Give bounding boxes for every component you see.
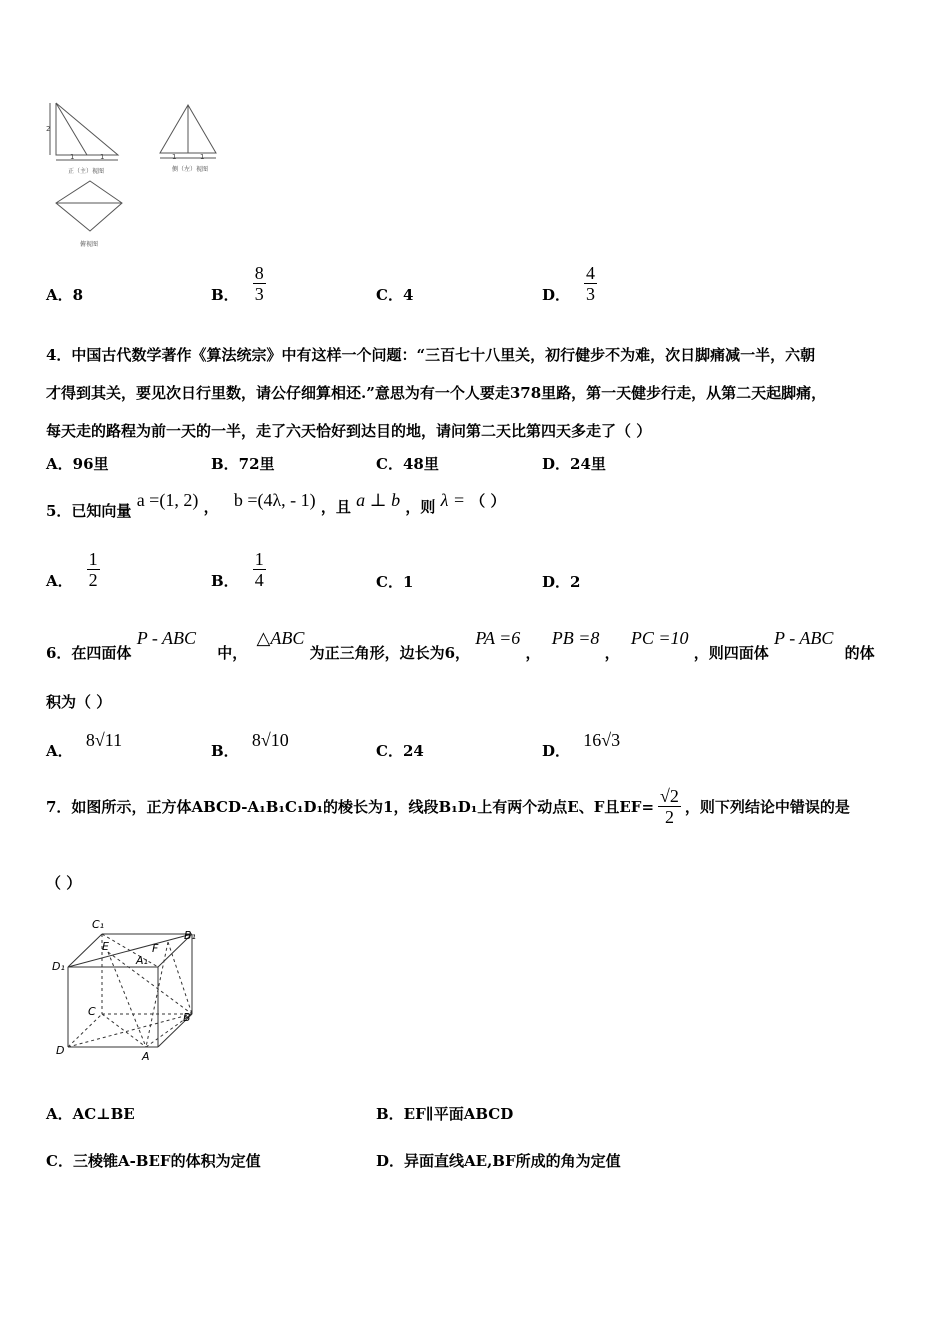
q3-option-b-fraction [253, 263, 266, 304]
q4-line-2: 才得到其关，要见次日行里数，请公仔细算相还.”意思为有一个人要走378里路，第一天健步行走，从第二天起脚痛， [46, 384, 827, 402]
q3-option-b-num: 8 [254, 263, 264, 283]
q3-option-d-label: D． [542, 286, 571, 304]
q5-perp: a ⊥ b [356, 490, 401, 510]
q6-triangle: △ABC [256, 628, 305, 648]
cube-label-c1: C₁ [92, 918, 105, 931]
q6-option-d[interactable] [542, 730, 621, 760]
side-view [160, 105, 216, 158]
q5-prefix: 5．已知向量 [46, 502, 132, 520]
q3-option-a-value: 8 [72, 286, 84, 304]
q6-option-b[interactable] [211, 730, 289, 760]
q7-option-c[interactable]: C．三棱锥A-BEF的体积为定值 [46, 1152, 261, 1170]
q5-option-a-den: 2 [88, 570, 98, 590]
q5-paren: （ ） [470, 492, 506, 510]
q5-sep: ， [203, 498, 219, 516]
q5-option-b[interactable] [211, 548, 266, 591]
q4-line-1: 4．中国古代数学著作《算法统宗》中有这样一个问题：“三百七十八里关，初行健步不为难，次日脚痛减一半，六朝 [46, 346, 816, 364]
three-view-figure [40, 95, 240, 255]
q6-ti: 的体 [844, 644, 875, 662]
q3-option-b-label: B． [211, 286, 239, 304]
cube-label-d: D [56, 1044, 65, 1057]
q6-desc: 为正三角形，边长为6， [309, 644, 471, 662]
q7-line-1-text: 7．如图所示，正方体ABCD-A₁B₁C₁D₁的棱长为1，线段B₁D₁上有两个动点E、F且EF= [46, 798, 655, 816]
q5-tail: ，则 [405, 498, 436, 516]
q6-option-a-label: A． [46, 742, 73, 760]
cube-label-b: B [183, 1011, 191, 1024]
q5-stem [46, 490, 506, 520]
q7-option-b[interactable]: B．EF∥平面ABCD [376, 1105, 514, 1123]
front-height-label: 2 [46, 125, 51, 133]
q5-option-b-label: B． [211, 572, 239, 590]
cube-figure [50, 912, 210, 1067]
q7-ef-num: √2 [660, 786, 679, 806]
q7-option-d[interactable]: D．异面直线AE,BF所成的角为定值 [376, 1152, 621, 1170]
q6-option-b-label: B． [211, 742, 239, 760]
q6-option-d-value: 16√3 [583, 730, 621, 750]
q5-option-b-fraction [253, 549, 266, 590]
front-width-label-2: 1 [100, 153, 105, 161]
q4-stem [46, 336, 916, 450]
q3-option-d-num: 4 [586, 263, 596, 283]
q6-pa: PA =6 [475, 628, 521, 648]
q6-zhong: 中， [217, 644, 248, 662]
q6-pabc-2: P - ABC [774, 628, 834, 648]
q6-pabc: P - ABC [136, 628, 197, 648]
q3-option-c-value: 4 [402, 286, 414, 304]
q5-vector-a: a =(1, 2) [136, 490, 199, 510]
q7-ef-fraction [658, 786, 681, 827]
q6-pc: PC =10 [630, 628, 689, 648]
q6-prefix: 6．在四面体 [46, 644, 132, 662]
cube-label-d1: D₁ [52, 960, 65, 973]
cube-label-a1: A₁ [136, 954, 148, 967]
top-view [56, 181, 122, 231]
q6-comma-1: ， [525, 644, 541, 662]
q3-option-d-fraction [584, 263, 597, 304]
q5-lambda: λ = [440, 490, 466, 510]
cube-label-b1: B₁ [184, 929, 196, 942]
q6-option-c[interactable] [376, 740, 424, 761]
q5-option-d-value: 2 [570, 573, 581, 591]
q5-vector-b: b =(4λ, - 1) [233, 490, 316, 510]
q6-then: ，则四面体 [693, 644, 769, 662]
front-width-label-1: 1 [70, 153, 75, 161]
front-view-label: 正（主）视图 [68, 168, 105, 175]
q6-option-c-label: C． [376, 742, 403, 760]
q5-option-c-label: C． [376, 573, 403, 591]
q5-option-c-value: 1 [402, 573, 414, 591]
cube-label-f: F [152, 942, 159, 955]
q6-stem-line-2: 积为（ ） [46, 693, 112, 711]
cube-label-c: C [88, 1005, 96, 1018]
side-view-label: 侧（左）视图 [172, 166, 209, 173]
cube-label-e: E [102, 940, 109, 953]
q5-option-a-fraction [87, 549, 100, 590]
side-width-label-1: 1 [172, 153, 177, 161]
q3-option-b-den: 3 [254, 284, 264, 304]
q5-mid: ，且 [320, 498, 351, 516]
q6-option-c-value: 24 [402, 742, 424, 760]
q7-option-a[interactable]: A．AC⊥BE [46, 1105, 135, 1123]
q5-option-b-num: 1 [254, 549, 264, 569]
q6-option-b-value: 8√10 [251, 730, 289, 750]
q5-option-a[interactable] [46, 548, 100, 591]
q6-pb: PB =8 [551, 628, 600, 648]
q4-line-3: 每天走的路程为前一天的一半，走了六天恰好到达目的地，请问第二天比第四天多走了（ ） [46, 422, 652, 440]
q3-option-b[interactable] [211, 262, 266, 305]
q4-option-c[interactable]: C．48里 [376, 455, 439, 473]
q7-line-1-tail: ，则下列结论中错误的是 [684, 798, 850, 816]
q3-option-d-den: 3 [586, 284, 596, 304]
q7-stem-line-1 [46, 786, 850, 827]
q3-option-d[interactable] [542, 262, 597, 305]
q3-option-c[interactable] [376, 284, 413, 305]
q6-option-a-value: 8√11 [85, 730, 123, 750]
q6-option-a[interactable] [46, 730, 123, 760]
q3-option-a[interactable] [46, 284, 83, 305]
q4-option-d[interactable]: D．24里 [542, 455, 606, 473]
q3-option-c-label: C． [376, 286, 403, 304]
q5-option-a-num: 1 [88, 549, 98, 569]
front-view [50, 103, 118, 160]
q4-option-a[interactable]: A．96里 [46, 455, 109, 473]
q6-comma-2: ， [604, 644, 620, 662]
q3-option-a-label: A． [46, 286, 73, 304]
q5-option-c[interactable] [376, 571, 413, 592]
side-width-label-2: 1 [200, 153, 205, 161]
cube-label-a: A [142, 1050, 150, 1063]
q5-option-b-den: 4 [254, 570, 264, 590]
q5-option-d-label: D． [542, 573, 571, 591]
q5-option-d[interactable] [542, 571, 580, 592]
top-view-label: 俯视图 [80, 241, 99, 248]
q6-stem-line-1 [46, 628, 875, 662]
q4-option-b[interactable]: B．72里 [211, 455, 275, 473]
q5-option-a-label: A． [46, 572, 73, 590]
q7-stem-line-2: （ ） [46, 874, 82, 892]
q6-option-d-label: D． [542, 742, 571, 760]
q7-ef-den: 2 [664, 807, 674, 827]
